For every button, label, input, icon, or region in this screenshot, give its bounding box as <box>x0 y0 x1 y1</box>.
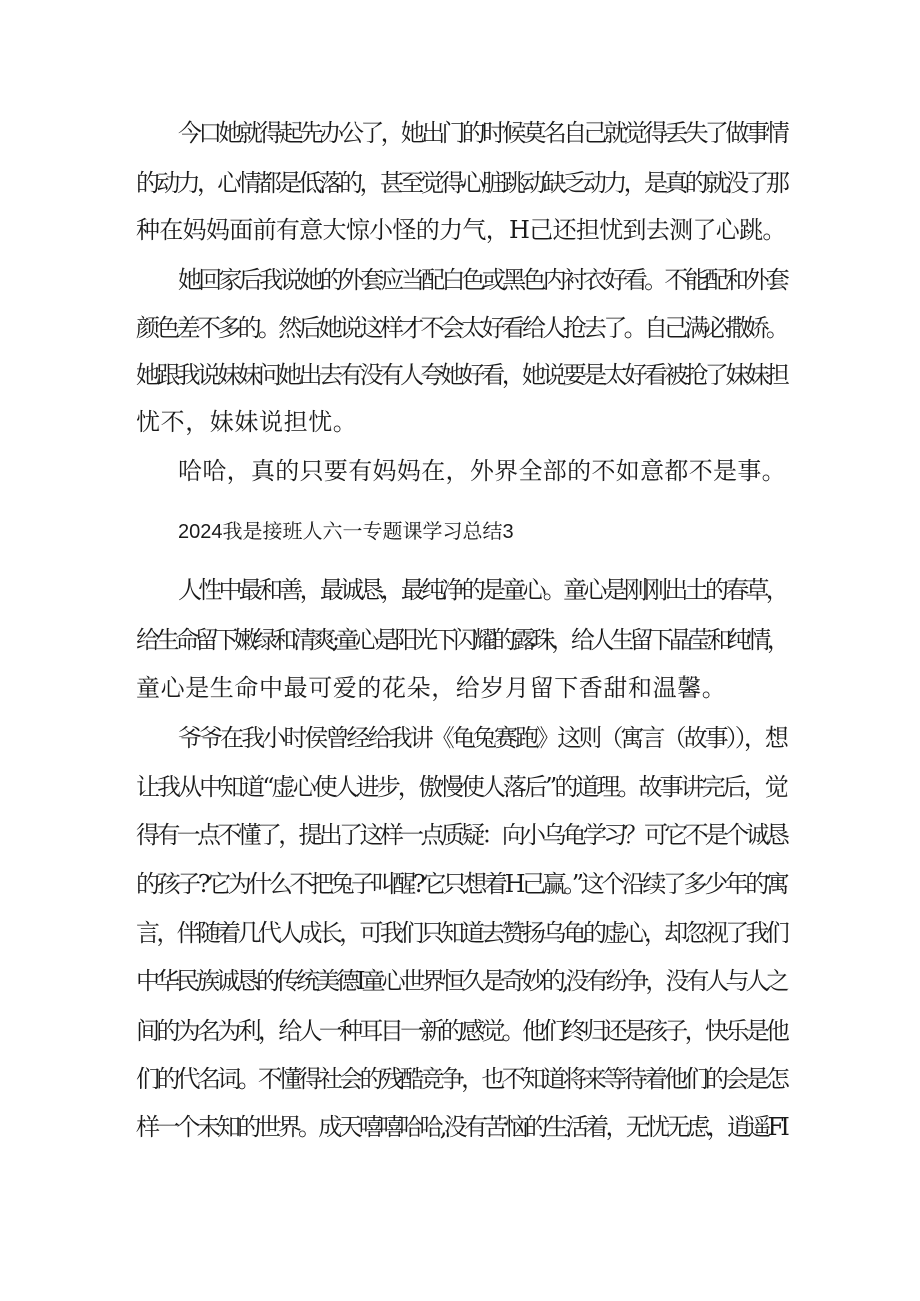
paragraph-5-line: 们的代名词。不懂得社会的残酷竞争，也不知道将来等待着他们的会是怎 <box>136 1065 787 1093</box>
paragraph-5-line: 间的为名为利，给人一种耳目一新的感觉。他们终归还是孩子，快乐是他 <box>136 1017 787 1045</box>
paragraph-1-line: 的动力，心情都是低落的，甚至觉得心脏跳动缺乏动力，是真的就没了那 <box>136 169 787 197</box>
paragraph-2-line: 忧不，妹妹说担忧。 <box>136 408 358 436</box>
paragraph-5-line: 让我从中知道“虚心使人进步，傲慢使人落后”的道理。故事讲完后，觉 <box>136 773 786 801</box>
paragraph-1-line: 种在妈妈面前有意大惊小怪的力气，H己还担忧到去测了心跳。 <box>136 216 786 244</box>
paragraph-4-line: 人性中最和善，最诚恳，最纯净的是童心。童心是刚刚出土的春草， <box>178 576 786 604</box>
paragraph-5-line: 爷爷在我小时侯曾经给我讲《龟兔赛跑》这则（寓言（故事）），想 <box>178 724 786 752</box>
paragraph-2-line: 颜色差不多的。然后她说这样才不会太好看给人抢去了。自己满必撒娇。 <box>136 314 787 342</box>
paragraph-4-line: 给生命留下嫩绿和清爽;童心是阳光下闪耀的露珠，给人生留下晶莹和纯情， <box>136 626 787 654</box>
paragraph-5-line: 样一个未知的世界。成天嘻嘻哈哈,没有苦恼的生活着，无忧无虑，逍遥FI <box>136 1113 787 1141</box>
paragraph-5-line: 言，伴随着几代人成长，可我们只知道去赞扬乌龟的虚心，却忽视了我们 <box>136 919 787 947</box>
paragraph-5-line: 得有一点不懂了，提出了这样一点质疑：向小乌龟学习？可它不是个诚恳 <box>136 821 787 849</box>
paragraph-2-line: 她回家后我说她的外套应当配白色或黑色内衬衣好看。不能配和外套 <box>178 266 786 294</box>
paragraph-5-line: 中华民族诚恳的传统美德I童心世界恒久是奇妙的,没有纷争，没有人与人之 <box>136 967 786 995</box>
paragraph-3-line: 哈哈，真的只要有妈妈在，外界全部的不如意都不是事。 <box>178 457 786 485</box>
paragraph-2-line: 她跟我说妹妹问她出去有没有人夸她好看，她说要是太好看被抢了妹妹担 <box>136 361 787 389</box>
paragraph-4-line: 童心是生命中最可爱的花朵，给岁月留下香甜和温馨。 <box>136 674 727 702</box>
paragraph-5-line: 的孩子?它为什么不把兔子叫醒?它只想着H己赢。”这个沿续了多少年的寓 <box>136 870 787 898</box>
section-heading: 2024我是接班人六一专题课学习总结3 <box>178 521 514 543</box>
paragraph-1-line: 今口她就得起先办公了，她出门的时候莫名自己就觉得丢失了做事情 <box>178 119 786 147</box>
